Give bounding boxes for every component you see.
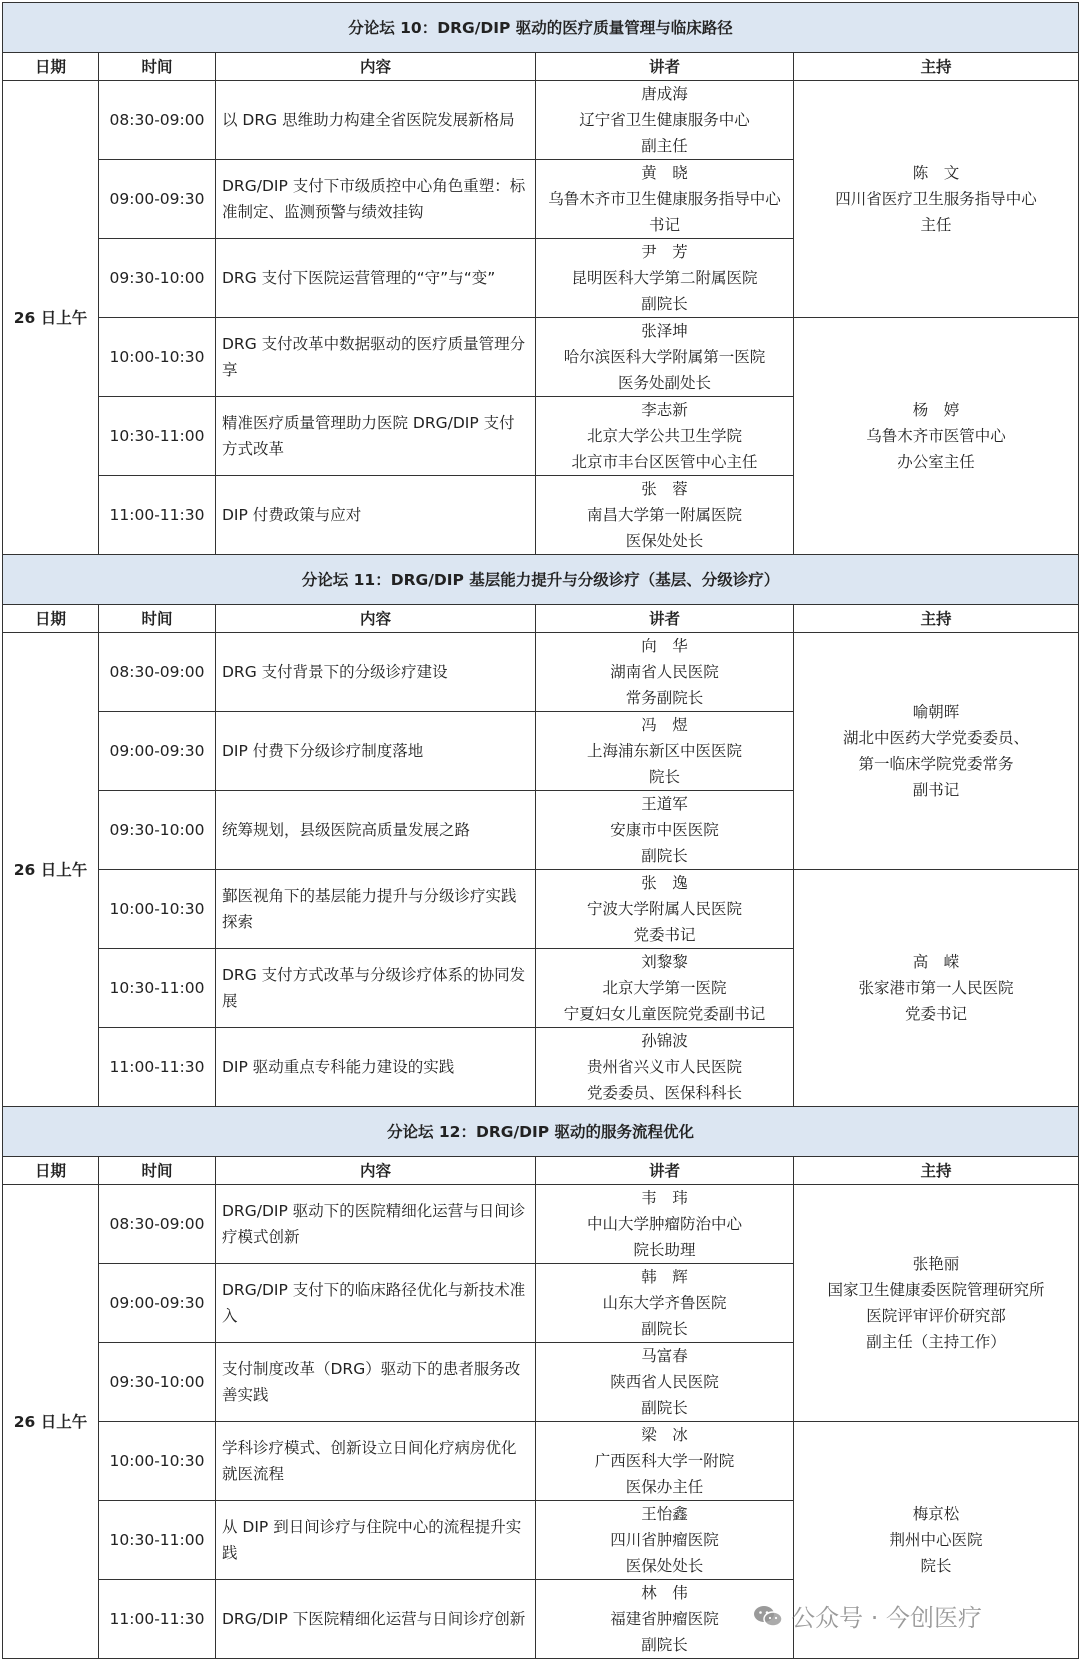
line: 医院评审评价研究部	[866, 1307, 1006, 1325]
line: 副书记	[912, 781, 960, 799]
line: 党委书记	[633, 926, 696, 944]
session-host	[794, 870, 1079, 1107]
line: 副院长	[641, 1399, 688, 1417]
header-host: 主持	[794, 1157, 1079, 1185]
line: 医保处处长	[625, 1557, 704, 1575]
session-host	[794, 1185, 1079, 1422]
line: 冯 煜	[641, 716, 688, 734]
session-speaker	[536, 81, 794, 160]
line: 乌鲁木齐市医管中心	[866, 427, 1006, 445]
header-time: 时间	[99, 1157, 216, 1185]
session-time: 09:00-09:30	[99, 1264, 216, 1343]
session-topic: DIP 付费政策与应对	[216, 476, 536, 555]
line: 上海浦东新区中医医院	[586, 742, 742, 760]
line: 韩 辉	[641, 1268, 688, 1286]
line: 梅京松	[912, 1505, 960, 1523]
line: 副院长	[641, 1636, 688, 1654]
line: 办公室主任	[897, 453, 975, 471]
session-topic: 从 DIP 到日间诊疗与住院中心的流程提升实践	[216, 1501, 536, 1580]
session-speaker	[536, 949, 794, 1028]
session-time: 11:00-11:30	[99, 1028, 216, 1107]
session-speaker	[536, 476, 794, 555]
session-speaker	[536, 1028, 794, 1107]
line: 北京大学第一医院	[602, 979, 727, 997]
line: 北京大学公共卫生学院	[586, 427, 742, 445]
line: 医保处处长	[625, 532, 704, 550]
line: 陕西省人民医院	[610, 1373, 719, 1391]
line: 副院长	[641, 1320, 688, 1338]
session-time: 09:30-10:00	[99, 791, 216, 870]
session-time: 09:00-09:30	[99, 712, 216, 791]
header-time: 时间	[99, 605, 216, 633]
session-speaker	[536, 1501, 794, 1580]
line: 安康市中医医院	[610, 821, 719, 839]
header-content: 内容	[216, 1157, 536, 1185]
session-speaker	[536, 1264, 794, 1343]
line: 王怡鑫	[641, 1505, 688, 1523]
line: 张 蓉	[641, 480, 688, 498]
line: 杨 婷	[912, 401, 960, 419]
line: 乌鲁木齐市卫生健康服务指导中心	[548, 190, 781, 208]
session-row	[3, 1422, 1079, 1501]
line: 山东大学齐鲁医院	[602, 1294, 727, 1312]
line: 副主任	[641, 137, 688, 155]
session-row	[3, 318, 1079, 397]
session-time: 08:30-09:00	[99, 1185, 216, 1264]
line: 副院长	[641, 295, 688, 313]
session-speaker	[536, 712, 794, 791]
line: 书记	[648, 216, 680, 234]
forum-title: 分论坛 11：DRG/DIP 基层能力提升与分级诊疗（基层、分级诊疗）	[3, 555, 1079, 605]
line: 唐成海	[641, 85, 688, 103]
line: 向 华	[641, 637, 688, 655]
line: 梁 冰	[641, 1426, 688, 1444]
line: 张泽坤	[641, 322, 688, 340]
forum-title-row	[3, 3, 1079, 53]
forum-title: 分论坛 10：DRG/DIP 驱动的医疗质量管理与临床路径	[3, 3, 1079, 53]
line: 国家卫生健康委医院管理研究所	[827, 1281, 1045, 1299]
session-time: 08:30-09:00	[99, 633, 216, 712]
session-time: 09:30-10:00	[99, 1343, 216, 1422]
agenda-table	[2, 2, 1079, 1659]
line: 喻朝晖	[912, 703, 960, 721]
session-topic: DRG 支付改革中数据驱动的医疗质量管理分享	[216, 318, 536, 397]
line: 张 逸	[641, 874, 688, 892]
line: 贵州省兴义市人民医院	[586, 1058, 742, 1076]
session-time: 10:00-10:30	[99, 870, 216, 949]
line: 林 伟	[641, 1584, 688, 1602]
session-topic: DRG 支付背景下的分级诊疗建设	[216, 633, 536, 712]
session-speaker	[536, 870, 794, 949]
header-content: 内容	[216, 53, 536, 81]
header-row	[3, 605, 1079, 633]
line: 副主任（主持工作）	[866, 1333, 1006, 1351]
session-speaker	[536, 397, 794, 476]
line: 医务处副处长	[617, 374, 711, 392]
session-speaker	[536, 1343, 794, 1422]
line: 昆明医科大学第二附属医院	[571, 269, 758, 287]
session-topic: DRG 支付方式改革与分级诊疗体系的协同发展	[216, 949, 536, 1028]
session-time: 11:00-11:30	[99, 1580, 216, 1659]
header-speaker: 讲者	[536, 1157, 794, 1185]
line: 院长	[920, 1557, 952, 1575]
session-topic: 精准医疗质量管理助力医院 DRG/DIP 支付方式改革	[216, 397, 536, 476]
line: 孙锦波	[641, 1032, 688, 1050]
line: 党委书记	[905, 1005, 968, 1023]
session-topic: 统筹规划，县级医院高质量发展之路	[216, 791, 536, 870]
header-host: 主持	[794, 53, 1079, 81]
line: 宁波大学附属人民医院	[586, 900, 742, 918]
session-topic: DRG/DIP 支付下的临床路径优化与新技术准入	[216, 1264, 536, 1343]
session-date: 26 日上午	[3, 633, 99, 1107]
line: 李志新	[641, 401, 688, 419]
line: 常务副院长	[625, 689, 704, 707]
line: 南昌大学第一附属医院	[586, 506, 742, 524]
line: 医保办主任	[625, 1478, 704, 1496]
session-topic: 鄞医视角下的基层能力提升与分级诊疗实践探索	[216, 870, 536, 949]
session-speaker	[536, 160, 794, 239]
line: 四川省肿瘤医院	[610, 1531, 719, 1549]
line: 荆州中心医院	[889, 1531, 983, 1549]
line: 辽宁省卫生健康服务中心	[579, 111, 750, 129]
header-row	[3, 53, 1079, 81]
line: 主任	[920, 216, 952, 234]
header-time: 时间	[99, 53, 216, 81]
session-time: 09:00-09:30	[99, 160, 216, 239]
session-topic: 学科诊疗模式、创新设立日间化疗病房优化就医流程	[216, 1422, 536, 1501]
header-date: 日期	[3, 1157, 99, 1185]
wechat-icon	[753, 1604, 783, 1628]
header-date: 日期	[3, 605, 99, 633]
session-topic: DIP 驱动重点专科能力建设的实践	[216, 1028, 536, 1107]
line: 湖南省人民医院	[610, 663, 719, 681]
session-topic: DIP 付费下分级诊疗制度落地	[216, 712, 536, 791]
line: 院长	[648, 768, 680, 786]
session-topic: 以 DRG 思维助力构建全省医院发展新格局	[216, 81, 536, 160]
session-host	[794, 318, 1079, 555]
line: 哈尔滨医科大学附属第一医院	[563, 348, 766, 366]
line: 中山大学肿瘤防治中心	[586, 1215, 742, 1233]
header-date: 日期	[3, 53, 99, 81]
watermark-text: 公众号 · 今创医疗	[791, 1604, 982, 1632]
session-host	[794, 633, 1079, 870]
line: 副院长	[641, 847, 688, 865]
line: 马富春	[641, 1347, 688, 1365]
session-row	[3, 1185, 1079, 1264]
line: 陈 文	[912, 164, 960, 182]
session-time: 10:00-10:30	[99, 318, 216, 397]
line: 宁夏妇女儿童医院党委副书记	[563, 1005, 766, 1023]
agenda-document	[2, 2, 1078, 1659]
session-time: 09:30-10:00	[99, 239, 216, 318]
header-row	[3, 1157, 1079, 1185]
session-topic: DRG/DIP 下医院精细化运营与日间诊疗创新	[216, 1580, 536, 1659]
session-topic: DRG/DIP 驱动下的医院精细化运营与日间诊疗模式创新	[216, 1185, 536, 1264]
line: 党委委员、医保科科长	[586, 1084, 742, 1102]
line: 韦 玮	[641, 1189, 688, 1207]
session-time: 10:30-11:00	[99, 1501, 216, 1580]
line: 福建省肿瘤医院	[610, 1610, 719, 1628]
session-topic: 支付制度改革（DRG）驱动下的患者服务改善实践	[216, 1343, 536, 1422]
line: 尹 芳	[641, 243, 688, 261]
session-time: 10:30-11:00	[99, 397, 216, 476]
line: 张艳丽	[912, 1255, 960, 1273]
line: 黄 晓	[641, 164, 688, 182]
session-speaker	[536, 1422, 794, 1501]
line: 北京市丰台区医管中心主任	[571, 453, 758, 471]
line: 第一临床学院党委常务	[858, 755, 1014, 773]
forum-title-row	[3, 1107, 1079, 1157]
line: 张家港市第一人民医院	[858, 979, 1014, 997]
header-speaker: 讲者	[536, 53, 794, 81]
session-date: 26 日上午	[3, 1185, 99, 1659]
line: 高 嵘	[912, 953, 960, 971]
session-date: 26 日上午	[3, 81, 99, 555]
forum-title: 分论坛 12：DRG/DIP 驱动的服务流程优化	[3, 1107, 1079, 1157]
line: 广西医科大学一附院	[594, 1452, 735, 1470]
session-row	[3, 81, 1079, 160]
header-speaker: 讲者	[536, 605, 794, 633]
session-topic: DRG 支付下医院运营管理的“守”与“变”	[216, 239, 536, 318]
header-host: 主持	[794, 605, 1079, 633]
session-topic: DRG/DIP 支付下市级质控中心角色重塑：标准制定、监测预警与绩效挂钩	[216, 160, 536, 239]
session-time: 10:30-11:00	[99, 949, 216, 1028]
line: 王道军	[641, 795, 688, 813]
forum-title-row	[3, 555, 1079, 605]
session-speaker	[536, 633, 794, 712]
session-speaker	[536, 239, 794, 318]
session-row	[3, 633, 1079, 712]
header-content: 内容	[216, 605, 536, 633]
session-speaker	[536, 1185, 794, 1264]
line: 湖北中医药大学党委委员、	[843, 729, 1030, 747]
line: 院长助理	[633, 1241, 696, 1259]
session-time: 10:00-10:30	[99, 1422, 216, 1501]
line: 刘黎黎	[641, 953, 688, 971]
session-row	[3, 870, 1079, 949]
session-speaker	[536, 791, 794, 870]
session-speaker	[536, 318, 794, 397]
session-time: 08:30-09:00	[99, 81, 216, 160]
line: 四川省医疗卫生服务指导中心	[835, 190, 1037, 208]
session-host	[794, 81, 1079, 318]
watermark	[753, 1598, 982, 1633]
session-time: 11:00-11:30	[99, 476, 216, 555]
